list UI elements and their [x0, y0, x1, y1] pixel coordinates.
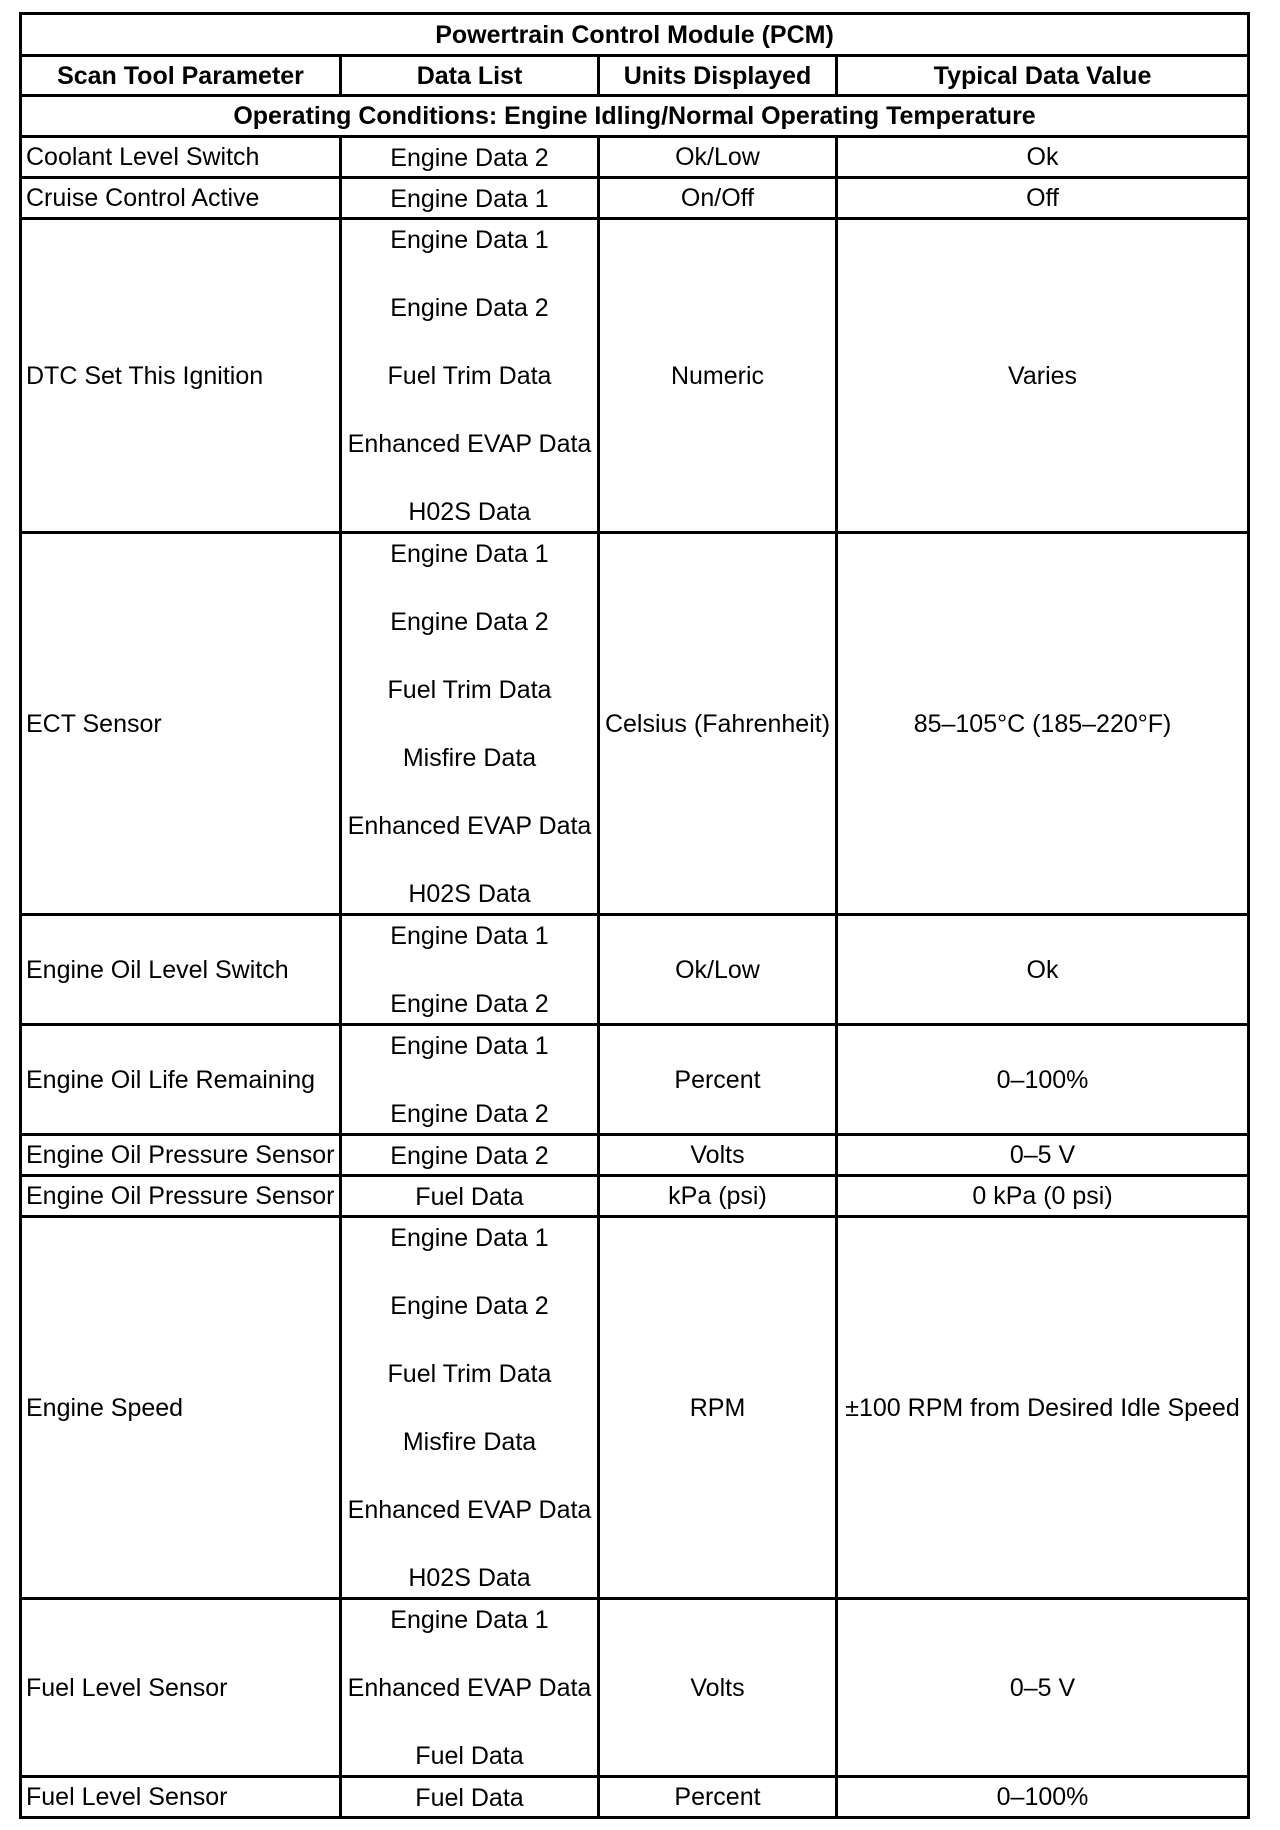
table-row [21, 137, 1249, 178]
scan-tool-parameter-cell: Fuel Level Sensor [21, 1777, 341, 1818]
header-typical-data-value: Typical Data Value [837, 56, 1249, 96]
data-list-entry: Fuel Data [415, 1741, 524, 1770]
data-list-cell [341, 219, 599, 533]
typical-data-value-cell: 0 kPa (0 psi) [837, 1176, 1249, 1217]
table-row [21, 219, 1249, 533]
data-list-entry: Misfire Data [402, 1427, 537, 1456]
data-list-stack [342, 141, 597, 174]
data-list-entry: Engine Data 1 [390, 539, 549, 568]
scan-tool-parameter-cell: Engine Oil Pressure Sensor [21, 1135, 341, 1176]
data-list-entry: Fuel Trim Data [387, 1359, 552, 1388]
scan-tool-parameter-cell: Engine Oil Pressure Sensor [21, 1176, 341, 1217]
table-body [21, 137, 1249, 1818]
data-list-entry: H02S Data [408, 1563, 531, 1592]
data-list-cell [341, 1599, 599, 1777]
data-list-stack [342, 1603, 597, 1773]
data-list-cell [341, 1135, 599, 1176]
typical-data-value-cell: 0–100% [837, 1777, 1249, 1818]
typical-data-value-cell: Varies [837, 219, 1249, 533]
scan-tool-parameter-cell: Fuel Level Sensor [21, 1599, 341, 1777]
units-displayed-cell: kPa (psi) [599, 1176, 837, 1217]
units-displayed-cell: Celsius (Fahrenheit) [599, 533, 837, 915]
data-list-stack [342, 1180, 597, 1213]
data-list-entry: H02S Data [408, 497, 531, 526]
data-list-entry: H02S Data [408, 879, 531, 908]
data-list-entry: Engine Data 1 [390, 225, 549, 254]
units-displayed-cell: Ok/Low [599, 137, 837, 178]
table-row [21, 1217, 1249, 1599]
typical-data-value-cell: Ok [837, 137, 1249, 178]
data-list-cell [341, 1025, 599, 1135]
data-list-stack [342, 182, 597, 215]
data-list-cell [341, 915, 599, 1025]
data-list-cell [341, 533, 599, 915]
data-list-stack [342, 1781, 597, 1814]
units-displayed-cell: Numeric [599, 219, 837, 533]
scan-tool-parameter-cell: ECT Sensor [21, 533, 341, 915]
data-list-entry: Enhanced EVAP Data [347, 1495, 592, 1524]
table-row [21, 1777, 1249, 1818]
data-list-stack [342, 1139, 597, 1172]
data-list-stack [342, 1221, 597, 1595]
data-list-entry: Engine Data 1 [390, 1031, 549, 1060]
units-displayed-cell: On/Off [599, 178, 837, 219]
header-scan-tool-parameter: Scan Tool Parameter [21, 56, 341, 96]
typical-data-value-cell: Ok [837, 915, 1249, 1025]
data-list-entry: Engine Data 2 [390, 1099, 549, 1128]
typical-data-value-cell: 0–5 V [837, 1599, 1249, 1777]
data-list-entry: Enhanced EVAP Data [347, 1673, 592, 1702]
typical-data-value-cell: 0–100% [837, 1025, 1249, 1135]
data-list-entry: Fuel Trim Data [387, 675, 552, 704]
table-row [21, 1599, 1249, 1777]
table-row [21, 1135, 1249, 1176]
data-list-cell [341, 137, 599, 178]
data-list-entry: Enhanced EVAP Data [347, 811, 592, 840]
data-list-entry: Misfire Data [402, 743, 537, 772]
scan-tool-parameter-cell: Cruise Control Active [21, 178, 341, 219]
data-list-entry: Engine Data 2 [390, 989, 549, 1018]
units-displayed-cell: RPM [599, 1217, 837, 1599]
data-list-stack [342, 537, 597, 911]
data-list-entry: Engine Data 2 [390, 1291, 549, 1320]
pcm-data-table [19, 12, 1250, 1819]
header-data-list: Data List [341, 56, 599, 96]
units-displayed-cell: Ok/Low [599, 915, 837, 1025]
table-row [21, 1176, 1249, 1217]
data-list-entry: Engine Data 2 [390, 293, 549, 322]
scan-tool-parameter-cell: Coolant Level Switch [21, 137, 341, 178]
data-list-stack [342, 919, 597, 1021]
typical-data-value-cell: Off [837, 178, 1249, 219]
typical-data-value-cell: 0–5 V [837, 1135, 1249, 1176]
data-list-entry: Engine Data 2 [390, 143, 549, 172]
data-list-cell [341, 1777, 599, 1818]
data-list-cell [341, 1176, 599, 1217]
data-list-entry: Fuel Data [415, 1783, 524, 1812]
units-displayed-cell: Percent [599, 1777, 837, 1818]
data-list-entry: Enhanced EVAP Data [347, 429, 592, 458]
scan-tool-parameter-cell: Engine Oil Level Switch [21, 915, 341, 1025]
data-list-cell [341, 178, 599, 219]
data-list-entry: Engine Data 1 [390, 1605, 549, 1634]
data-list-stack [342, 1029, 597, 1131]
table-title: Powertrain Control Module (PCM) [21, 14, 1249, 56]
table-row [21, 1025, 1249, 1135]
data-list-entry: Engine Data 1 [390, 184, 549, 213]
typical-data-value-cell: 85–105°C (185–220°F) [837, 533, 1249, 915]
data-list-entry: Engine Data 1 [390, 921, 549, 950]
data-list-entry: Fuel Data [415, 1182, 524, 1211]
data-list-stack [342, 223, 597, 529]
header-units-displayed: Units Displayed [599, 56, 837, 96]
data-list-entry: Engine Data 2 [390, 607, 549, 636]
scan-tool-parameter-cell: Engine Oil Life Remaining [21, 1025, 341, 1135]
units-displayed-cell: Volts [599, 1135, 837, 1176]
scan-tool-parameter-cell: Engine Speed [21, 1217, 341, 1599]
operating-conditions: Operating Conditions: Engine Idling/Normal Operating Temperature [21, 96, 1249, 137]
data-list-entry: Engine Data 1 [390, 1223, 549, 1252]
data-list-entry: Fuel Trim Data [387, 361, 552, 390]
data-list-cell [341, 1217, 599, 1599]
units-displayed-cell: Volts [599, 1599, 837, 1777]
table-row [21, 533, 1249, 915]
table-row [21, 915, 1249, 1025]
scan-tool-parameter-cell: DTC Set This Ignition [21, 219, 341, 533]
table-row [21, 178, 1249, 219]
data-list-entry: Engine Data 2 [390, 1141, 549, 1170]
units-displayed-cell: Percent [599, 1025, 837, 1135]
typical-data-value-cell: ±100 RPM from Desired Idle Speed [837, 1217, 1249, 1599]
